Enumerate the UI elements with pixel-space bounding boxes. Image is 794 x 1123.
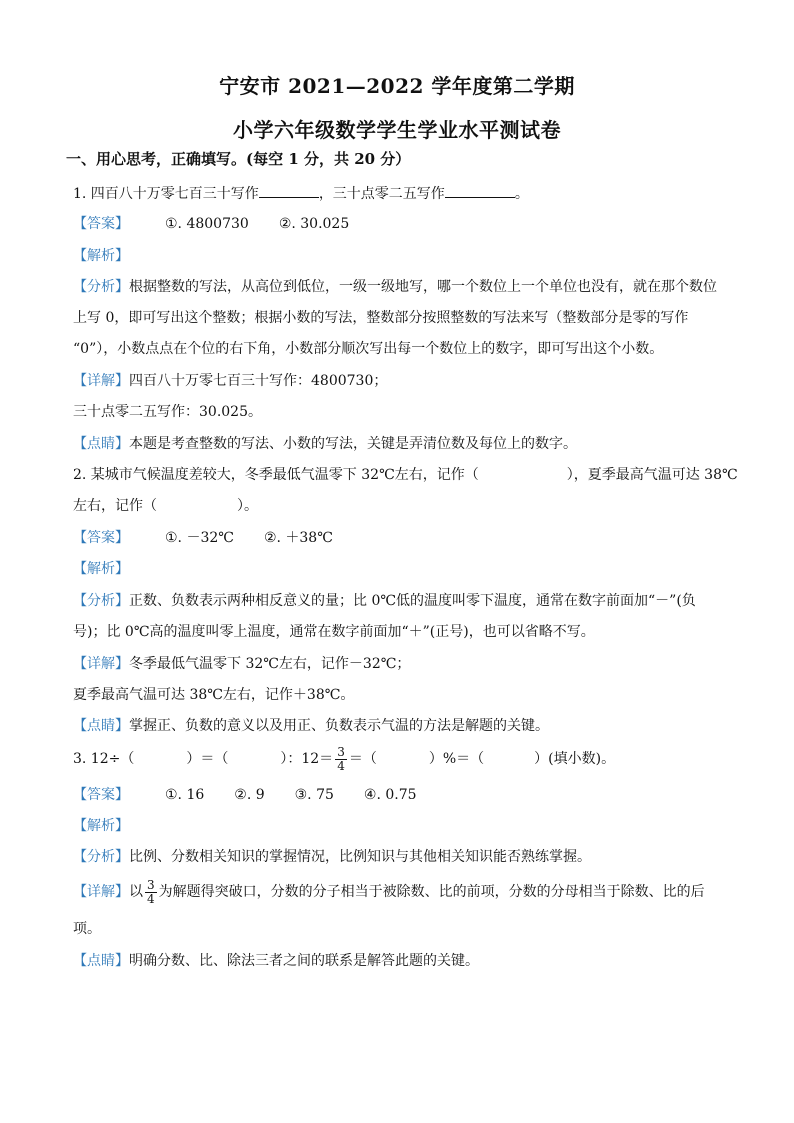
q3-answer: 【答案】 ①. 16 ②. 9 ③. 75 ④. 0.75 — [73, 787, 417, 803]
section-heading: 一、用心思考，正确填写。(每空 1 分，共 20 分） — [66, 150, 411, 168]
q3-xiangjie-2: 项。 — [73, 921, 101, 937]
q1-analysis-label: 【解析】 — [73, 248, 129, 264]
q3-fraction: $\frac{3}{4}$ — [337, 744, 345, 773]
q2-dianjing: 【点睛】掌握正、负数的意义以及用正、负数表示气温的方法是解题的关键。 — [73, 718, 549, 734]
q1-blank-1 — [259, 183, 319, 198]
q1-fenxi-1: 【分析】根据整数的写法，从高位到低位，一级一级地写，哪一个数位上一个单位也没有，就在那个数位 — [73, 279, 717, 295]
q2-fenxi-2: 号)；比 0℃高的温度叫零上温度，通常在数字前面加“＋”(正号)，也可以省略不写。 — [73, 624, 595, 640]
q2-question-2: 左右，记作（ ）。 — [73, 498, 258, 514]
q3-xiangjie-fraction: $\frac{3}{4}$ — [147, 877, 155, 906]
q1-dianjing: 【点睛】本题是考查整数的写法、小数的写法，关键是弄清位数及每位上的数字。 — [73, 436, 577, 452]
q2-fenxi-1: 【分析】正数、负数表示两种相反意义的量；比 0℃低的温度叫零下温度，通常在数字前面加“－”(负 — [73, 593, 696, 609]
q2-answer: 【答案】 ①. －32℃ ②. ＋38℃ — [73, 530, 333, 546]
q1-fenxi-2: 上写 0，即可写出这个整数；根据小数的写法，整数部分按照整数的写法来写（整数部分是零的写作 — [73, 310, 689, 326]
q2-analysis-label: 【解析】 — [73, 561, 129, 577]
q3-analysis-label: 【解析】 — [73, 818, 129, 834]
q2-question-1: 2. 某城市气候温度差较大，冬季最低气温零下 32℃左右，记作（ ），夏季最高气温可达 38℃ — [73, 467, 738, 483]
exam-title-line1: 宁安市 2021—2022 学年度第二学期 — [219, 74, 575, 98]
q1-blank-2 — [445, 183, 515, 198]
q1-xiangjie-2: 三十点零二五写作：30.025。 — [73, 404, 262, 420]
q1-xiangjie-1: 【详解】四百八十万零七百三十写作：4800730； — [73, 373, 388, 389]
exam-title-line2: 小学六年级数学学生学业水平测试卷 — [233, 118, 561, 142]
q2-xiangjie-1: 【详解】冬季最低气温零下 32℃左右，记作－32℃； — [73, 656, 411, 672]
q1-answer: 【答案】 ①. 4800730 ②. 30.025 — [73, 216, 350, 232]
q3-question: 3. 12÷（ ）＝（ ）：12＝ $\frac{3}{4}$ ＝（ ）%＝（ ）(填小数)。 — [73, 744, 616, 773]
q3-fenxi: 【分析】比例、分数相关知识的掌握情况，比例知识与其他相关知识能否熟练掌握。 — [73, 849, 591, 865]
q1-fenxi-3: “0”），小数点点在个位的右下角，小数部分顺次写出每一个数位上的数字，即可写出这个小数。 — [73, 341, 664, 357]
q3-dianjing: 【点睛】明确分数、比、除法三者之间的联系是解答此题的关键。 — [73, 953, 479, 969]
q2-xiangjie-2: 夏季最高气温可达 38℃左右，记作＋38℃。 — [73, 687, 355, 703]
q3-xiangjie-1: 【详解】以 $\frac{3}{4}$ 为解题得突破口，分数的分子相当于被除数、比的前项，分数的分母相当于除数、比的后 — [73, 877, 705, 906]
q1-question: 1. 四百八十万零七百三十写作 ，三十点零二五写作 。 — [73, 183, 723, 203]
